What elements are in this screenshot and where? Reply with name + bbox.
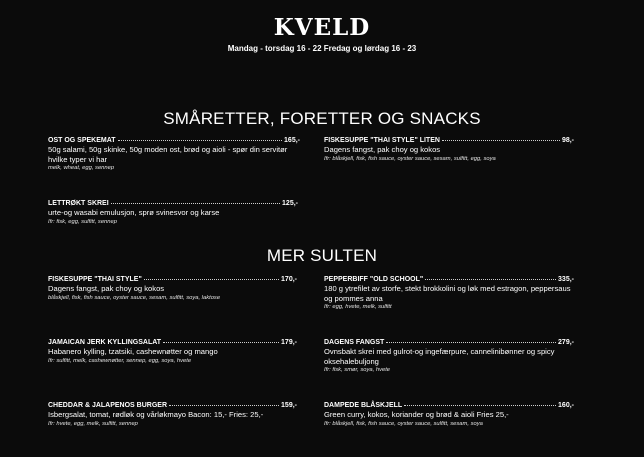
item-allergens: Ifr: egg, hvete, melk, sulfitt [324,304,392,311]
menu-item-dampede-blaskjell [324,402,574,427]
item-description: Habanero kylling, tzatsiki, cashewnøtter og mango [48,347,218,356]
menu-item-fiskesuppe-liten [324,137,574,162]
menu-item-dagens-fangst [324,339,574,373]
item-allergens: blåskjell, fisk, fish sauce, oyster sauce, sesam, sulfitt, soya, laktose [48,294,221,301]
item-name: PEPPERBIFF "OLD SCHOOL" [324,276,424,283]
menu-item-lettrokt-skrei [48,200,298,225]
dot-leader [442,140,560,141]
page-title: KVELD [273,14,371,41]
menu-item-fiskesuppe [48,276,297,301]
item-name: CHEDDAR & JALAPENOS BURGER [48,402,168,409]
item-name: FISKESUPPE "THAI STYLE" [48,276,142,283]
item-price: 170,- [281,276,297,283]
item-allergens: Ifr: hvete, egg, melk, sulfitt, sennep [48,420,138,427]
item-allergens: Ifr: sulfitt, melk, cashewnøtter, sennep, egg, soya, hvete [48,357,192,364]
item-description: Dagens fangst, pak choy og kokos [324,145,441,154]
item-allergens: melk, wheat, egg, sennep [48,165,115,172]
dot-leader [386,342,556,343]
dot-leader [118,140,282,141]
dot-leader [111,203,280,204]
item-description: Green curry, kokos, koriander og brød & aioli Fries 25,- [324,410,509,419]
dot-leader [163,342,279,343]
item-price: 98,- [561,137,574,144]
item-description: Ovnsbakt skrei med gulrot-og ingefærpure, cannelinibønner og spicy oksehalebuljong [324,347,555,366]
section-title-mer-sulten: MER SULTEN [266,246,378,265]
item-description: 50g salami, 50g skinke, 50g moden ost, brød og aioli - spør din servitør hvilke typer vi har [48,145,288,164]
item-allergens: Ifr: blåskjell, fisk, fish sauce, oyster sauce, sulfitt, sesam, soya [324,420,483,427]
item-price: 165,- [284,137,300,144]
item-name: DAMPEDE BLÅSKJELL [324,402,403,409]
item-description: Dagens fangst, pak choy og kokos [48,284,165,293]
section-title-smaretter: SMÅRETTER, FORETTER OG SNACKS [163,109,481,128]
dot-leader [144,279,279,280]
menu-item-ost-og-spekemat [48,137,300,171]
item-allergens: Ifr: blåskjell, fisk, fish sauce, oyster sauce, sesam, sulfitt, egg, soya [324,155,496,162]
item-name: OST OG SPEKEMAT [48,137,116,144]
item-name: LETTRØKT SKREI [48,200,109,207]
item-price: 179,- [281,339,297,346]
item-price: 279,- [558,339,574,346]
item-price: 160,- [558,402,574,409]
item-allergens: Ifr: fisk, smør, soya, hvete [324,367,391,374]
item-description: 180 g ytrefilet av storfe, stekt brokkolini og løk med estragon, peppersaus og pommes anna [324,284,571,303]
menu-item-pepperbiff [324,276,574,310]
menu-item-cheddar-burger [48,402,297,427]
item-description: urte-og wasabi emulusjon, sprø svinesvor og karse [48,208,220,217]
dot-leader [425,279,556,280]
opening-hours: Mandag - torsdag 16 - 22 Fredag og lørdag 16 - 23 [227,44,417,53]
item-name: JAMAICAN JERK KYLLINGSALAT [48,339,162,346]
item-price: 125,- [282,200,298,207]
menu-item-jamaican-jerk [48,339,297,364]
item-allergens: Ifr: fisk, egg, sulfitt, sennep [48,218,117,225]
dot-leader [169,405,279,406]
item-name: DAGENS FANGST [324,339,385,346]
item-price: 159,- [281,402,297,409]
item-price: 335,- [558,276,574,283]
dot-leader [404,405,556,406]
item-description: Isbergsalat, tomat, rødløk og vårløkmayo Bacon: 15,- Fries: 25,- [48,410,264,419]
item-name: FISKESUPPE "THAI STYLE" LITEN [324,137,440,144]
